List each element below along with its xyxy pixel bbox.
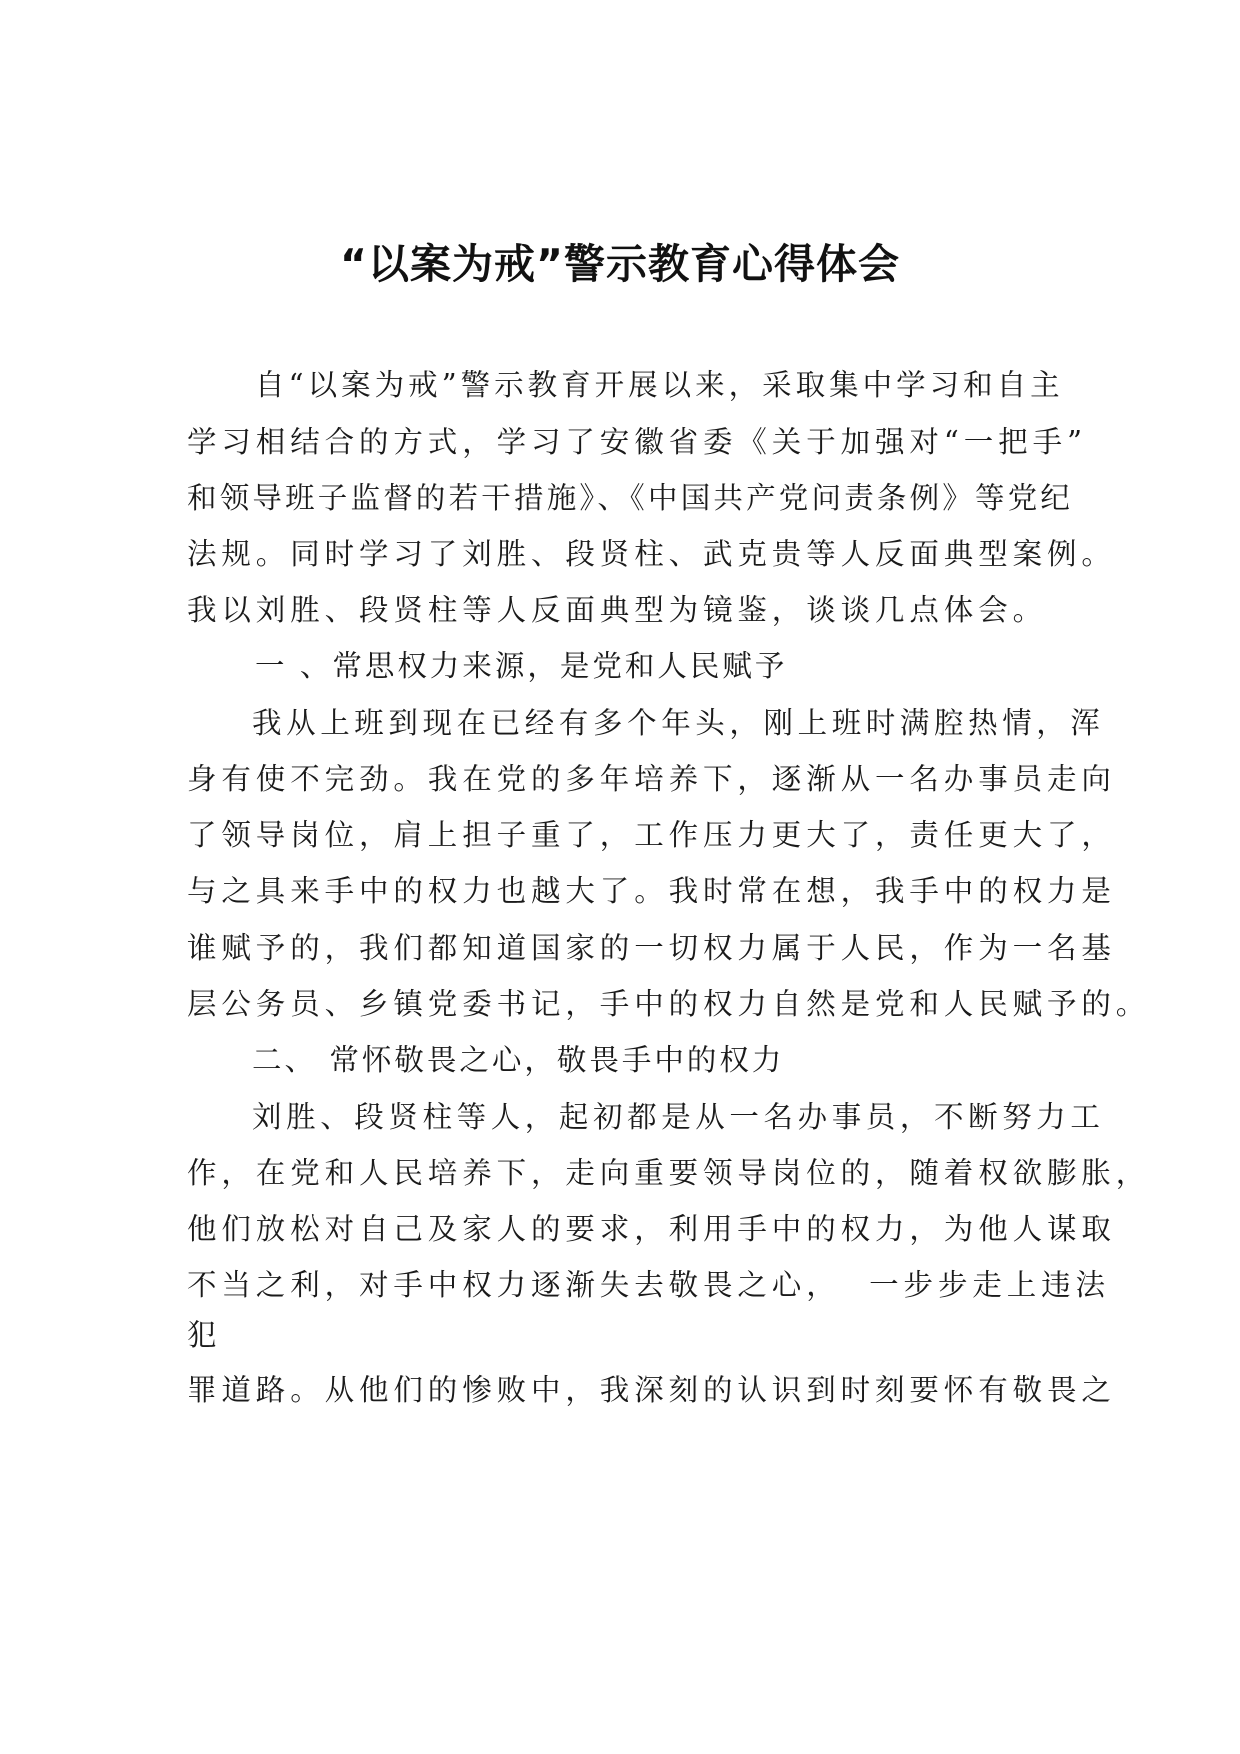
text-line: 他们放松对自己及家人的要求，利用手中的权力，为他人谋取: [187, 1212, 1116, 1246]
text-line: 学习相结合的方式，学习了安徽省委《关于加强对“一把手”: [187, 425, 1087, 459]
text-line: 罪道路。从他们的惨败中，我深刻的认识到时刻要怀有敬畏之: [187, 1373, 1116, 1407]
text-line: 作，在党和人民培养下，走向重要领导岗位的，随着权欲膨胀，: [187, 1156, 1151, 1190]
text-line: 层公务员、乡镇党委书记，手中的权力自然是党和人民赋予的。: [187, 987, 1151, 1021]
text-line: 与之具来手中的权力也越大了。我时常在想，我手中的权力是: [187, 874, 1116, 908]
text-line: 和领导班子监督的若干措施》、《中国共产党问责条例》等党纪: [187, 481, 1074, 515]
section-heading-2: 二、 常怀敬畏之心，敬畏手中的权力: [252, 1043, 785, 1077]
text-line: 自“以案为戒”警示教育开展以来，采取集中学习和自主: [255, 368, 1064, 402]
text-line: 不当之利，对手中权力逐渐失去敬畏之心， 一步步走上违法: [187, 1268, 1110, 1302]
text-line: 犯: [187, 1318, 222, 1352]
text-line: 我从上班到现在已经有多个年头，刚上班时满腔热情，浑: [252, 706, 1105, 740]
text-line: 了领导岗位，肩上担子重了，工作压力更大了，责任更大了，: [187, 818, 1116, 852]
text-line: 我以刘胜、段贤柱等人反面典型为镜鉴，谈谈几点体会。: [187, 593, 1048, 627]
section-heading-1: 一 、常思权力来源，是党和人民赋予: [255, 649, 788, 683]
document-title: “以案为戒”警示教育心得体会: [340, 240, 900, 288]
text-line: 身有使不完劲。我在党的多年培养下，逐渐从一名办事员走向: [187, 762, 1116, 796]
text-line: 谁赋予的，我们都知道国家的一切权力属于人民，作为一名基: [187, 931, 1116, 965]
text-line: 刘胜、段贤柱等人，起初都是从一名办事员，不断努力工: [252, 1100, 1105, 1134]
text-line: 法规。同时学习了刘胜、段贤柱、武克贵等人反面典型案例。: [187, 537, 1116, 571]
